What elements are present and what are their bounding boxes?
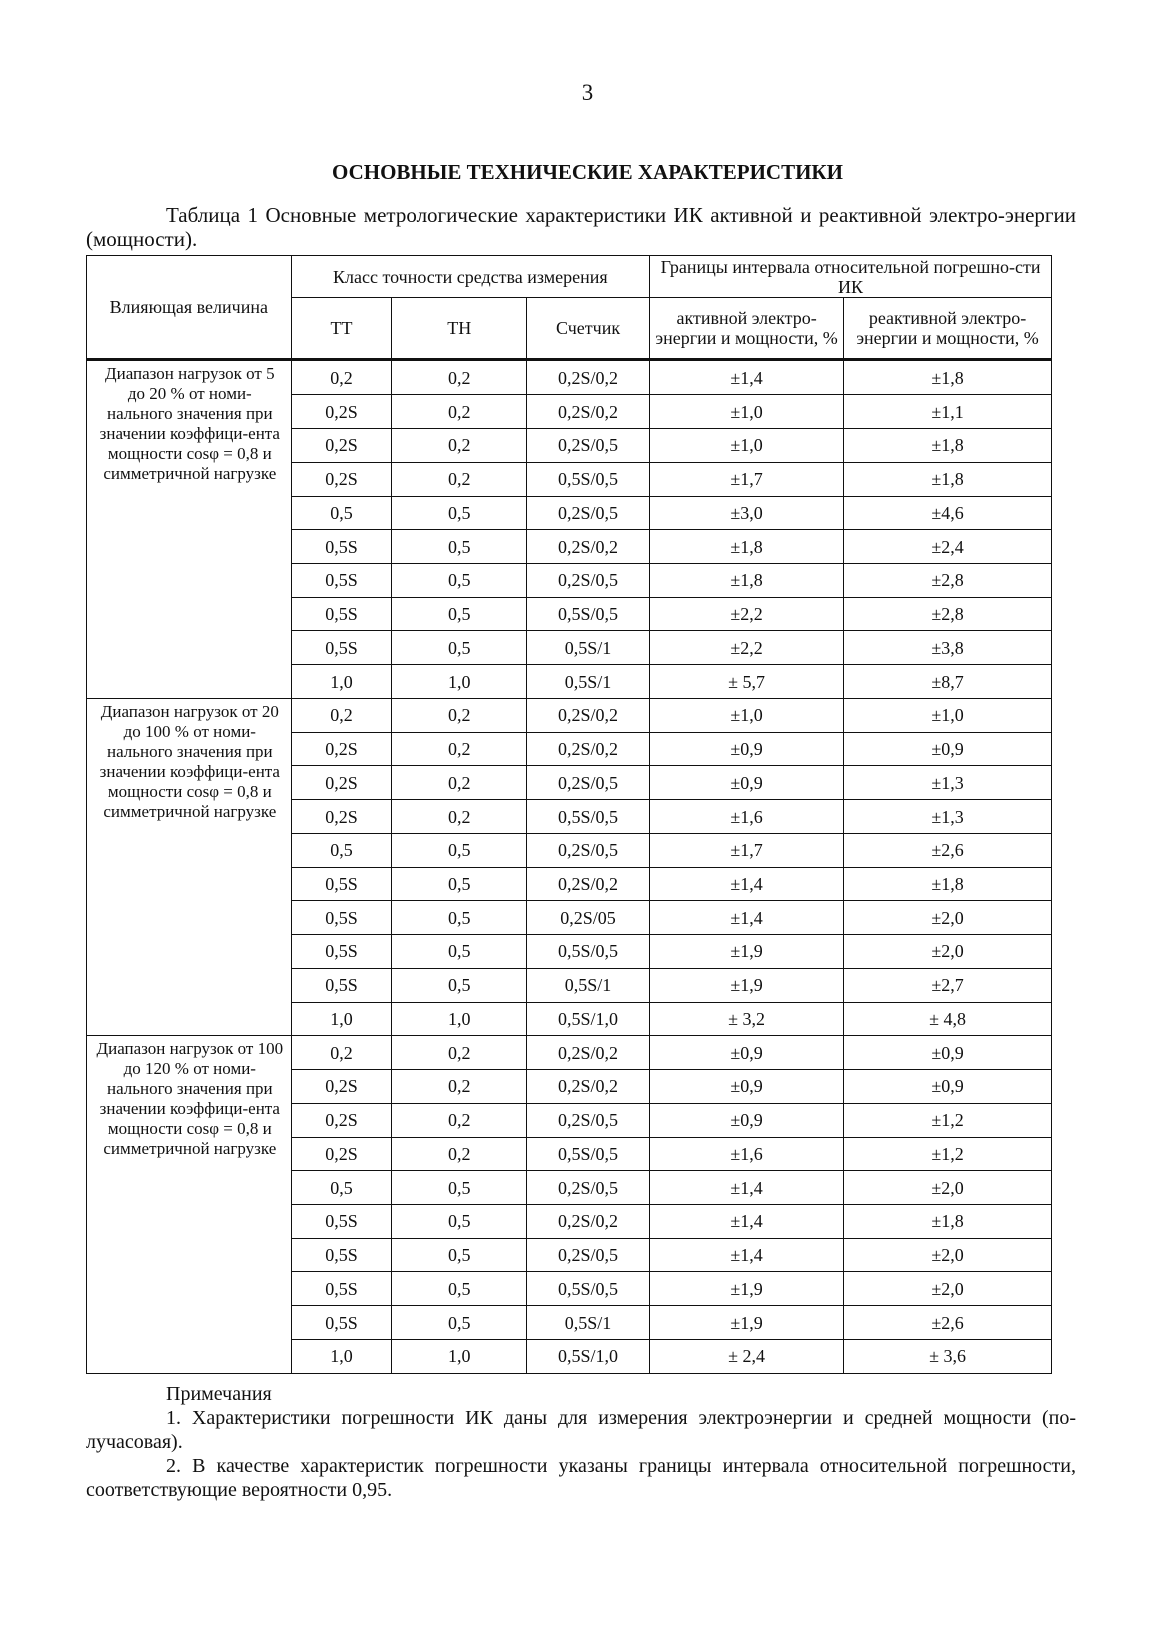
cell-meter: 0,5S/1,0 bbox=[527, 1002, 650, 1036]
cell-meter: 0,2S/0,5 bbox=[527, 1103, 650, 1137]
cell-tt: 1,0 bbox=[291, 1002, 392, 1036]
cell-tn: 0,5 bbox=[392, 496, 527, 530]
cell-active: ±1,4 bbox=[650, 360, 844, 395]
cell-tt: 0,2S bbox=[291, 395, 392, 429]
cell-meter: 0,5S/0,5 bbox=[527, 800, 650, 834]
cell-tt: 0,2S bbox=[291, 1103, 392, 1137]
cell-meter: 0,5S/1 bbox=[527, 1306, 650, 1340]
cell-tt: 0,5S bbox=[291, 935, 392, 969]
cell-reactive: ±2,8 bbox=[844, 597, 1052, 631]
metrology-table bbox=[86, 255, 1052, 1374]
cell-meter: 0,5S/0,5 bbox=[527, 1137, 650, 1171]
cell-tn: 0,5 bbox=[392, 564, 527, 598]
cell-meter: 0,5S/1 bbox=[527, 631, 650, 665]
group-label-cell bbox=[87, 698, 292, 1035]
cell-reactive: ±0,9 bbox=[844, 732, 1052, 766]
cell-meter: 0,5S/0,5 bbox=[527, 935, 650, 969]
cell-meter: 0,2S/0,2 bbox=[527, 395, 650, 429]
cell-meter: 0,2S/0,5 bbox=[527, 564, 650, 598]
cell-tt: 0,5S bbox=[291, 597, 392, 631]
cell-tt: 0,5S bbox=[291, 1238, 392, 1272]
cell-tn: 0,2 bbox=[392, 1036, 527, 1070]
cell-tt: 0,2S bbox=[291, 462, 392, 496]
table-row bbox=[87, 360, 1052, 395]
cell-tt: 0,2S bbox=[291, 800, 392, 834]
cell-tn: 1,0 bbox=[392, 665, 527, 699]
cell-active: ±1,9 bbox=[650, 935, 844, 969]
cell-tt: 0,5S bbox=[291, 530, 392, 564]
cell-reactive: ±1,3 bbox=[844, 800, 1052, 834]
note-item-1: 1. Характеристики погрешности ИК даны для измерения электроэнергии и средней мощности (по-лучасовая). bbox=[86, 1407, 1076, 1453]
cell-tn: 0,5 bbox=[392, 833, 527, 867]
cell-meter: 0,2S/0,5 bbox=[527, 1171, 650, 1205]
cell-reactive: ±1,8 bbox=[844, 867, 1052, 901]
header-active: активной электро-энергии и мощности, % bbox=[650, 298, 844, 360]
cell-active: ±1,6 bbox=[650, 800, 844, 834]
cell-tt: 0,5S bbox=[291, 1204, 392, 1238]
cell-reactive: ±1,1 bbox=[844, 395, 1052, 429]
cell-reactive: ±3,8 bbox=[844, 631, 1052, 665]
cell-reactive: ±1,8 bbox=[844, 429, 1052, 463]
cell-active: ±1,0 bbox=[650, 429, 844, 463]
cell-tt: 0,5S bbox=[291, 968, 392, 1002]
cell-reactive: ±1,2 bbox=[844, 1137, 1052, 1171]
cell-reactive: ±2,0 bbox=[844, 1238, 1052, 1272]
cell-reactive: ±2,6 bbox=[844, 1306, 1052, 1340]
cell-tn: 0,2 bbox=[392, 360, 527, 395]
cell-reactive: ±2,0 bbox=[844, 1171, 1052, 1205]
cell-reactive: ±2,4 bbox=[844, 530, 1052, 564]
cell-active: ± 5,7 bbox=[650, 665, 844, 699]
cell-tt: 0,5S bbox=[291, 901, 392, 935]
cell-tt: 0,2 bbox=[291, 1036, 392, 1070]
cell-active: ±1,7 bbox=[650, 462, 844, 496]
table-body bbox=[87, 360, 1052, 1374]
cell-tt: 0,2S bbox=[291, 1070, 392, 1104]
header-error-bounds: Границы интервала относительной погрешно-сти ИК bbox=[650, 256, 1052, 298]
cell-active: ±1,4 bbox=[650, 901, 844, 935]
cell-tt: 0,2S bbox=[291, 766, 392, 800]
cell-reactive: ±2,8 bbox=[844, 564, 1052, 598]
cell-tt: 1,0 bbox=[291, 1339, 392, 1373]
cell-meter: 0,2S/0,5 bbox=[527, 766, 650, 800]
cell-active: ± 2,4 bbox=[650, 1339, 844, 1373]
cell-tn: 0,2 bbox=[392, 698, 527, 732]
group-label: Диапазон нагрузок от 5 до 20 % от номи-нального значения при значении коэффици-ента мощности cosφ = 0,8 и симметричной нагрузке bbox=[99, 364, 280, 483]
cell-active: ±1,8 bbox=[650, 564, 844, 598]
cell-meter: 0,2S/0,2 bbox=[527, 698, 650, 732]
cell-meter: 0,2S/0,5 bbox=[527, 429, 650, 463]
document-title: ОСНОВНЫЕ ТЕХНИЧЕСКИЕ ХАРАКТЕРИСТИКИ bbox=[331, 160, 843, 184]
cell-meter: 0,2S/0,5 bbox=[527, 833, 650, 867]
cell-active: ±1,9 bbox=[650, 1272, 844, 1306]
cell-tn: 0,5 bbox=[392, 968, 527, 1002]
cell-active: ±1,4 bbox=[650, 1204, 844, 1238]
cell-meter: 0,5S/0,5 bbox=[527, 462, 650, 496]
table-caption: Таблица 1 Основные метрологические характеристики ИК активной и реактивной электро-энергии (мощности). bbox=[86, 203, 1076, 251]
cell-active: ±1,8 bbox=[650, 530, 844, 564]
cell-meter: 0,5S/1,0 bbox=[527, 1339, 650, 1373]
cell-reactive: ±2,0 bbox=[844, 1272, 1052, 1306]
cell-tn: 0,5 bbox=[392, 1171, 527, 1205]
cell-active: ±2,2 bbox=[650, 597, 844, 631]
cell-tt: 0,5 bbox=[291, 833, 392, 867]
cell-tn: 0,5 bbox=[392, 631, 527, 665]
header-influencing: Влияющая величина bbox=[87, 256, 292, 360]
notes-heading: Примечания bbox=[166, 1383, 272, 1405]
group-label-cell bbox=[87, 1036, 292, 1374]
cell-tn: 0,5 bbox=[392, 901, 527, 935]
cell-tt: 0,5S bbox=[291, 1272, 392, 1306]
cell-reactive: ±1,3 bbox=[844, 766, 1052, 800]
cell-tt: 1,0 bbox=[291, 665, 392, 699]
cell-tt: 0,2S bbox=[291, 1137, 392, 1171]
group-label: Диапазон нагрузок от 20 до 100 % от номи-нального значения при значении коэффици-ента мощности cosφ = 0,8 и симметричной нагрузке bbox=[99, 701, 280, 821]
cell-tn: 0,5 bbox=[392, 867, 527, 901]
cell-reactive: ±0,9 bbox=[844, 1070, 1052, 1104]
cell-reactive: ± 4,8 bbox=[844, 1002, 1052, 1036]
cell-reactive: ±8,7 bbox=[844, 665, 1052, 699]
header-meter: Счетчик bbox=[527, 298, 650, 360]
cell-active: ±1,9 bbox=[650, 968, 844, 1002]
cell-tn: 0,5 bbox=[392, 1272, 527, 1306]
cell-reactive: ±2,0 bbox=[844, 935, 1052, 969]
cell-tn: 0,5 bbox=[392, 1306, 527, 1340]
cell-meter: 0,2S/0,2 bbox=[527, 1036, 650, 1070]
cell-tn: 1,0 bbox=[392, 1002, 527, 1036]
cell-tn: 0,5 bbox=[392, 935, 527, 969]
cell-tt: 0,5S bbox=[291, 631, 392, 665]
cell-active: ±1,0 bbox=[650, 395, 844, 429]
cell-active: ±0,9 bbox=[650, 1103, 844, 1137]
group-label-cell bbox=[87, 360, 292, 699]
cell-active: ± 3,2 bbox=[650, 1002, 844, 1036]
cell-tn: 0,2 bbox=[392, 1137, 527, 1171]
cell-active: ±1,9 bbox=[650, 1306, 844, 1340]
cell-meter: 0,5S/0,5 bbox=[527, 597, 650, 631]
notes bbox=[86, 1382, 1076, 1502]
cell-tn: 0,2 bbox=[392, 1103, 527, 1137]
cell-reactive: ±1,0 bbox=[844, 698, 1052, 732]
table-row bbox=[87, 698, 1052, 732]
cell-meter: 0,5S/0,5 bbox=[527, 1272, 650, 1306]
cell-meter: 0,2S/05 bbox=[527, 901, 650, 935]
cell-tt: 0,5S bbox=[291, 867, 392, 901]
cell-tn: 0,2 bbox=[392, 429, 527, 463]
table-row bbox=[87, 1036, 1052, 1070]
cell-reactive: ±2,7 bbox=[844, 968, 1052, 1002]
cell-meter: 0,2S/0,5 bbox=[527, 1238, 650, 1272]
cell-reactive: ±1,8 bbox=[844, 360, 1052, 395]
cell-tn: 0,5 bbox=[392, 530, 527, 564]
cell-tn: 0,2 bbox=[392, 800, 527, 834]
cell-meter: 0,5S/1 bbox=[527, 968, 650, 1002]
cell-tt: 0,2S bbox=[291, 732, 392, 766]
cell-tt: 0,2 bbox=[291, 360, 392, 395]
cell-meter: 0,2S/0,5 bbox=[527, 496, 650, 530]
group-label: Диапазон нагрузок от 100 до 120 % от номи-нального значения при значении коэффици-ента мощности cosφ = 0,8 и симметричной нагрузке bbox=[96, 1039, 284, 1159]
cell-tt: 0,2 bbox=[291, 698, 392, 732]
cell-meter: 0,2S/0,2 bbox=[527, 530, 650, 564]
cell-tt: 0,2S bbox=[291, 429, 392, 463]
cell-reactive: ±1,8 bbox=[844, 462, 1052, 496]
cell-tn: 0,2 bbox=[392, 462, 527, 496]
cell-tt: 0,5 bbox=[291, 1171, 392, 1205]
cell-active: ±3,0 bbox=[650, 496, 844, 530]
header-tn: ТН bbox=[392, 298, 527, 360]
cell-active: ±1,6 bbox=[650, 1137, 844, 1171]
cell-tn: 0,2 bbox=[392, 766, 527, 800]
cell-active: ±1,0 bbox=[650, 698, 844, 732]
cell-tn: 0,2 bbox=[392, 395, 527, 429]
cell-reactive: ±1,2 bbox=[844, 1103, 1052, 1137]
cell-tt: 0,5 bbox=[291, 496, 392, 530]
cell-reactive: ± 3,6 bbox=[844, 1339, 1052, 1373]
cell-reactive: ±1,8 bbox=[844, 1204, 1052, 1238]
page-number: 3 bbox=[581, 80, 594, 105]
cell-tt: 0,5S bbox=[291, 1306, 392, 1340]
cell-reactive: ±4,6 bbox=[844, 496, 1052, 530]
cell-active: ±1,4 bbox=[650, 867, 844, 901]
cell-meter: 0,2S/0,2 bbox=[527, 1204, 650, 1238]
cell-active: ±0,9 bbox=[650, 732, 844, 766]
header-reactive: реактивной электро-энергии и мощности, % bbox=[844, 298, 1052, 360]
cell-active: ±1,4 bbox=[650, 1238, 844, 1272]
cell-active: ±0,9 bbox=[650, 1070, 844, 1104]
cell-reactive: ±2,0 bbox=[844, 901, 1052, 935]
cell-tn: 0,5 bbox=[392, 1238, 527, 1272]
cell-active: ±1,7 bbox=[650, 833, 844, 867]
cell-meter: 0,2S/0,2 bbox=[527, 732, 650, 766]
cell-active: ±1,4 bbox=[650, 1171, 844, 1205]
cell-tn: 0,5 bbox=[392, 597, 527, 631]
header-accuracy-class: Класс точности средства измерения bbox=[291, 256, 649, 298]
cell-reactive: ±0,9 bbox=[844, 1036, 1052, 1070]
note-item-2: 2. В качестве характеристик погрешности указаны границы интервала относительной погрешности, соответствующие вероятности 0,95. bbox=[86, 1455, 1076, 1501]
header-tt: ТТ bbox=[291, 298, 392, 360]
cell-meter: 0,2S/0,2 bbox=[527, 360, 650, 395]
cell-meter: 0,5S/1 bbox=[527, 665, 650, 699]
cell-tn: 0,2 bbox=[392, 732, 527, 766]
cell-active: ±0,9 bbox=[650, 766, 844, 800]
cell-reactive: ±2,6 bbox=[844, 833, 1052, 867]
cell-tn: 0,2 bbox=[392, 1070, 527, 1104]
cell-active: ±0,9 bbox=[650, 1036, 844, 1070]
cell-tn: 0,5 bbox=[392, 1204, 527, 1238]
cell-meter: 0,2S/0,2 bbox=[527, 1070, 650, 1104]
cell-tn: 1,0 bbox=[392, 1339, 527, 1373]
cell-tt: 0,5S bbox=[291, 564, 392, 598]
cell-meter: 0,2S/0,2 bbox=[527, 867, 650, 901]
cell-active: ±2,2 bbox=[650, 631, 844, 665]
